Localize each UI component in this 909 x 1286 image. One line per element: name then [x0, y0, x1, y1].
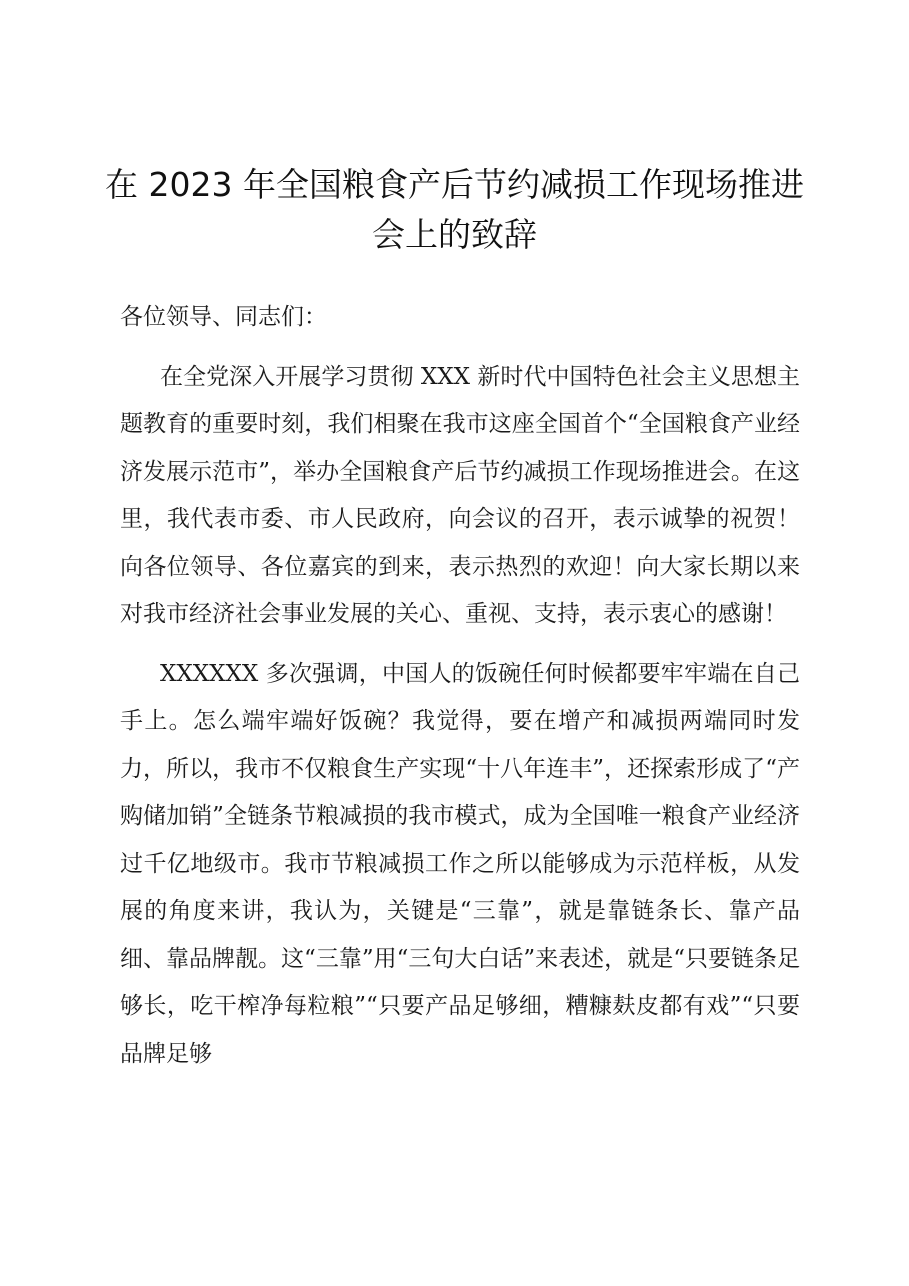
document-title: 在 2023 年全国粮食产后节约减损工作现场推进会上的致辞	[105, 165, 804, 254]
document-body	[120, 294, 800, 1090]
greeting: 各位领导、同志们：	[120, 304, 327, 330]
paragraph-1: 在全党深入开展学习贯彻 XXX 新时代中国特色社会主义思想主题教育的重要时刻，我们相聚在我市这座全国首个“全国粮食产业经济发展示范市”，举办全国粮食产后节约减损工作现场推进会。在这里，我代表市委、市人民政府，向会议的召开，表示诚挚的祝贺！向各位领导、各位嘉宾的到来，表示热烈的欢迎！向大家长期以来对我市经济社会事业发展的关心、重视、支持，表示衷心的感谢！	[120, 363, 800, 627]
paragraph-2: XXXXXX 多次强调，中国人的饭碗任何时候都要牢牢端在自己手上。怎么端牢端好饭碗？我觉得，要在增产和减损两端同时发力，所以，我市不仅粮食生产实现“十八年连丰”，还探索形成了“产购储加销”全链条节粮减损的我市模式，成为全国唯一粮食产业经济过千亿地级市。我市节粮减损工作之所以能够成为示范样板，从发展的角度来讲，我认为，关键是“三靠”，就是靠链条长、靠产品细、靠品牌靓。这“三靠”用“三句大白话”来表述，就是“只要链条足够长，吃干榨净每粒粮”“只要产品足够细，糟糠麸皮都有戏”“只要品牌足够	[120, 660, 800, 1067]
